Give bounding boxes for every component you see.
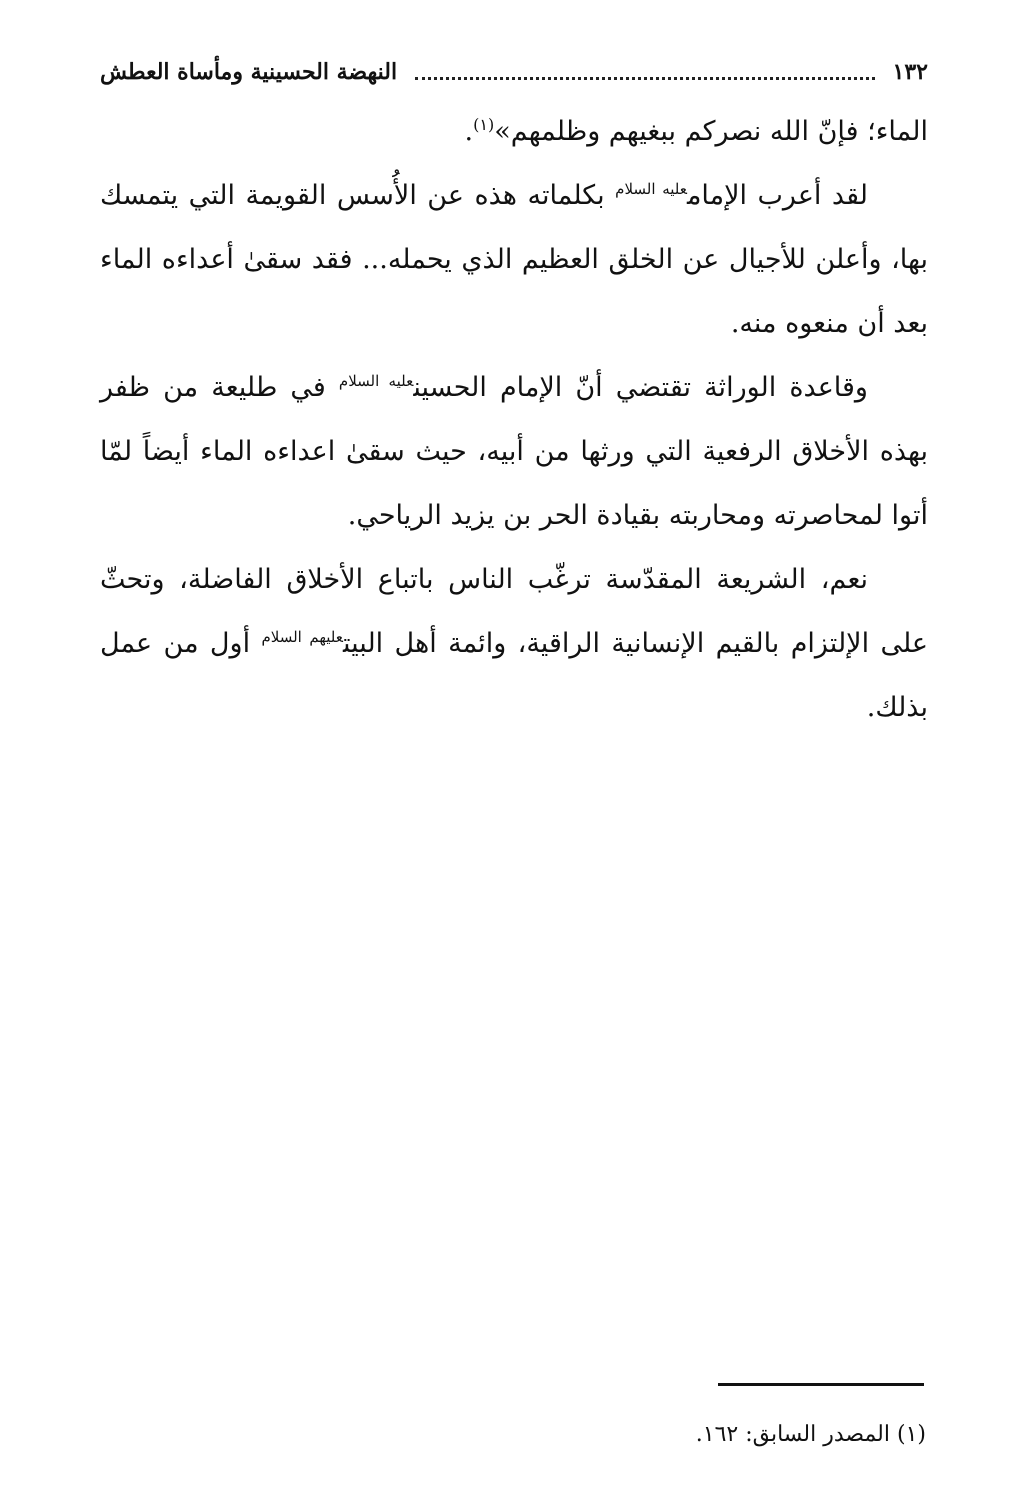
paragraph-3-part1: وقاعدة الوراثة تقتضي أنّ الإمام الحسين (413, 372, 868, 403)
paragraph-1 (100, 100, 928, 164)
blessing-glyph: عليه السلام (615, 180, 687, 198)
paragraph-1-end: . (464, 116, 474, 147)
paragraph-2-part1: لقد أعرب الإمام (686, 180, 868, 211)
blessing-glyph: عليه السلام (338, 372, 414, 390)
paragraph-4 (100, 548, 928, 740)
paragraph-3-part2: في طليعة من ظفر بهذه الأخلاق الرفعية التي ورثها من أبيه، حيث سقىٰ اعداءه الماء أيضاً لمّا أتوا لمحاصرته ومحاربته بقيادة الحر بن يزيد الرياحي. (100, 372, 928, 531)
page-header (100, 52, 928, 92)
paragraph-2-part2: بكلماته هذه عن الأُسس القويمة التي يتمسك بها، وأعلن للأجيال عن الخلق العظيم الذي يحمله... فقد سقىٰ أعداءه الماء بعد أن منعوه منه. (100, 180, 928, 339)
footnote-separator (718, 1383, 924, 1386)
paragraph-4-part1: نعم، الشريعة المقدّسة ترغّب الناس باتباع الأخلاق الفاضلة، وتحثّ على الإلتزام بالقيم الإنسانية الراقية، وائمة أهل البيت (100, 564, 929, 659)
header-leader-dots (415, 77, 874, 80)
paragraph-2 (100, 164, 928, 356)
paragraph-4-part2: أول من عمل بذلك. (100, 628, 928, 723)
paragraph-1-text: الماء؛ فإنّ الله نصركم ببغيهم وظلمهم» (494, 116, 928, 147)
footnote: (١) المصدر السابق: ١٦٢. (695, 1422, 926, 1447)
running-title: النهضة الحسينية ومأساة العطش (100, 59, 398, 85)
paragraph-3 (100, 356, 928, 548)
blessing-glyph: عليهم السلام (261, 628, 343, 646)
page-number: ١٣٢ (892, 59, 928, 85)
page-body (100, 100, 928, 740)
footnote-reference: (١) (473, 115, 495, 134)
